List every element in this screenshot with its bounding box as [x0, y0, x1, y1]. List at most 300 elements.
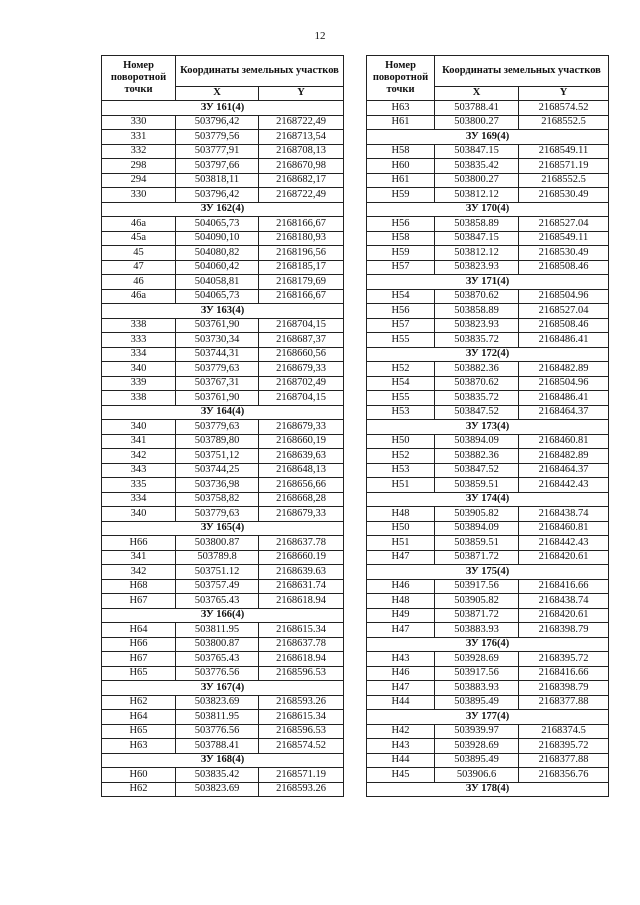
y-coordinate-cell: 2168574.52 — [519, 101, 609, 116]
table-row — [367, 652, 609, 667]
header-point-number: Номер поворотной точки — [367, 56, 435, 101]
y-coordinate-cell: 2168504.96 — [519, 289, 609, 304]
x-coordinate-cell: 503871.72 — [435, 608, 519, 623]
table-row — [367, 695, 609, 710]
y-coordinate-cell: 2168615.34 — [259, 710, 344, 725]
point-number-cell: Н43 — [367, 652, 435, 667]
point-number-cell: Н50 — [367, 434, 435, 449]
point-number-cell: Н46 — [367, 666, 435, 681]
section-title: ЗУ 171(4) — [367, 275, 609, 290]
x-coordinate-cell: 503835.42 — [176, 768, 259, 783]
x-coordinate-cell: 503757.49 — [176, 579, 259, 594]
section-title: ЗУ 166(4) — [102, 608, 344, 623]
y-coordinate-cell: 2168571.19 — [259, 768, 344, 783]
x-coordinate-cell: 503906.6 — [435, 768, 519, 783]
point-number-cell: 331 — [102, 130, 176, 145]
y-coordinate-cell: 2168398.79 — [519, 681, 609, 696]
point-number-cell: Н64 — [102, 710, 176, 725]
header-coordinates: Координаты земельных участков — [435, 56, 609, 87]
y-coordinate-cell: 2168660,19 — [259, 434, 344, 449]
x-coordinate-cell: 503744,31 — [176, 347, 259, 362]
y-coordinate-cell: 2168618.94 — [259, 594, 344, 609]
table-row — [102, 188, 344, 203]
header-point-number: Номер поворотной точки — [102, 56, 176, 101]
page-number: 12 — [314, 30, 326, 42]
point-number-cell: Н62 — [102, 695, 176, 710]
y-coordinate-cell: 2168549.11 — [519, 231, 609, 246]
table-row — [102, 289, 344, 304]
table-row — [367, 362, 609, 377]
point-number-cell: Н65 — [102, 666, 176, 681]
y-coordinate-cell: 2168687,37 — [259, 333, 344, 348]
y-coordinate-cell: 2168631.74 — [259, 579, 344, 594]
y-coordinate-cell: 2168398.79 — [519, 623, 609, 638]
table-row — [367, 144, 609, 159]
section-row — [367, 130, 609, 145]
x-coordinate-cell: 503905.82 — [435, 594, 519, 609]
x-coordinate-cell: 503765.43 — [176, 652, 259, 667]
table-row — [102, 782, 344, 797]
x-coordinate-cell: 503905.82 — [435, 507, 519, 522]
y-coordinate-cell: 2168574.52 — [259, 739, 344, 754]
table-row — [367, 623, 609, 638]
y-coordinate-cell: 2168637.78 — [259, 536, 344, 551]
table-row — [367, 608, 609, 623]
point-number-cell: 338 — [102, 391, 176, 406]
x-coordinate-cell: 503811.95 — [176, 623, 259, 638]
y-coordinate-cell: 2168713,54 — [259, 130, 344, 145]
x-coordinate-cell: 503894.09 — [435, 521, 519, 536]
table-row — [367, 536, 609, 551]
y-coordinate-cell: 2168679,33 — [259, 362, 344, 377]
table-row — [367, 681, 609, 696]
x-coordinate-cell: 503823.69 — [176, 782, 259, 797]
point-number-cell: 343 — [102, 463, 176, 478]
y-coordinate-cell: 2168460.81 — [519, 521, 609, 536]
point-number-cell: Н44 — [367, 753, 435, 768]
point-number-cell: 45 — [102, 246, 176, 261]
point-number-cell: 342 — [102, 449, 176, 464]
x-coordinate-cell: 503758,82 — [176, 492, 259, 507]
point-number-cell: Н61 — [367, 173, 435, 188]
point-number-cell: 333 — [102, 333, 176, 348]
section-title: ЗУ 161(4) — [102, 101, 344, 116]
x-coordinate-cell: 504065,73 — [176, 289, 259, 304]
x-coordinate-cell: 504060,42 — [176, 260, 259, 275]
x-coordinate-cell: 503751,12 — [176, 449, 259, 464]
y-coordinate-cell: 2168185,17 — [259, 260, 344, 275]
table-row — [102, 318, 344, 333]
table-row — [102, 217, 344, 232]
x-coordinate-cell: 503776.56 — [176, 666, 259, 681]
table-row — [102, 579, 344, 594]
y-coordinate-cell: 2168530.49 — [519, 188, 609, 203]
y-coordinate-cell: 2168166,67 — [259, 217, 344, 232]
table-row — [102, 130, 344, 145]
table-body-right — [367, 101, 609, 797]
x-coordinate-cell: 503779,63 — [176, 362, 259, 377]
table-row — [367, 115, 609, 130]
y-coordinate-cell: 2168356.76 — [519, 768, 609, 783]
point-number-cell: Н47 — [367, 681, 435, 696]
table-row — [367, 550, 609, 565]
x-coordinate-cell: 504080,82 — [176, 246, 259, 261]
x-coordinate-cell: 503800.27 — [435, 115, 519, 130]
table-row — [102, 565, 344, 580]
y-coordinate-cell: 2168722,49 — [259, 188, 344, 203]
table-row — [102, 739, 344, 754]
table-row — [102, 275, 344, 290]
y-coordinate-cell: 2168374.5 — [519, 724, 609, 739]
y-coordinate-cell: 2168679,33 — [259, 420, 344, 435]
table-row — [367, 289, 609, 304]
section-title: ЗУ 173(4) — [367, 420, 609, 435]
section-row — [102, 304, 344, 319]
x-coordinate-cell: 504090,10 — [176, 231, 259, 246]
y-coordinate-cell: 2168504.96 — [519, 376, 609, 391]
y-coordinate-cell: 2168702,49 — [259, 376, 344, 391]
y-coordinate-cell: 2168637.78 — [259, 637, 344, 652]
section-row — [102, 521, 344, 536]
point-number-cell: Н50 — [367, 521, 435, 536]
x-coordinate-cell: 503797,66 — [176, 159, 259, 174]
x-coordinate-cell: 503882.36 — [435, 449, 519, 464]
table-row — [367, 173, 609, 188]
point-number-cell: 340 — [102, 507, 176, 522]
point-number-cell: Н46 — [367, 579, 435, 594]
table-row — [102, 347, 344, 362]
table-row — [367, 449, 609, 464]
point-number-cell: Н59 — [367, 246, 435, 261]
point-number-cell: Н67 — [102, 652, 176, 667]
y-coordinate-cell: 2168596.53 — [259, 666, 344, 681]
y-coordinate-cell: 2168682,17 — [259, 173, 344, 188]
y-coordinate-cell: 2168416.66 — [519, 666, 609, 681]
point-number-cell: Н63 — [102, 739, 176, 754]
section-row — [367, 202, 609, 217]
table-row — [367, 405, 609, 420]
point-number-cell: 334 — [102, 492, 176, 507]
table-row — [102, 652, 344, 667]
x-coordinate-cell: 503928.69 — [435, 652, 519, 667]
x-coordinate-cell: 503835.72 — [435, 391, 519, 406]
point-number-cell: 342 — [102, 565, 176, 580]
table-row — [367, 333, 609, 348]
x-coordinate-cell: 503871.72 — [435, 550, 519, 565]
point-number-cell: Н55 — [367, 333, 435, 348]
point-number-cell: Н64 — [102, 623, 176, 638]
table-row — [367, 246, 609, 261]
x-coordinate-cell: 503883.93 — [435, 623, 519, 638]
table-row — [102, 420, 344, 435]
table-row — [102, 144, 344, 159]
x-coordinate-cell: 503847.52 — [435, 405, 519, 420]
x-coordinate-cell: 503736,98 — [176, 478, 259, 493]
table-row — [367, 304, 609, 319]
table-row — [367, 507, 609, 522]
point-number-cell: 46а — [102, 289, 176, 304]
x-coordinate-cell: 503895.49 — [435, 695, 519, 710]
y-coordinate-cell: 2168552.5 — [519, 115, 609, 130]
x-coordinate-cell: 503818,11 — [176, 173, 259, 188]
section-title: ЗУ 178(4) — [367, 782, 609, 797]
table-row — [102, 391, 344, 406]
table-row — [102, 550, 344, 565]
table-row — [102, 768, 344, 783]
x-coordinate-cell: 503812.12 — [435, 188, 519, 203]
table-row — [102, 260, 344, 275]
x-coordinate-cell: 503939.97 — [435, 724, 519, 739]
coordinates-table-left — [101, 55, 344, 797]
y-coordinate-cell: 2168416.66 — [519, 579, 609, 594]
table-row — [102, 434, 344, 449]
y-coordinate-cell: 2168527.04 — [519, 304, 609, 319]
point-number-cell: Н62 — [102, 782, 176, 797]
table-row — [367, 391, 609, 406]
x-coordinate-cell: 503789,80 — [176, 434, 259, 449]
section-row — [102, 753, 344, 768]
table-row — [367, 463, 609, 478]
y-coordinate-cell: 2168179,69 — [259, 275, 344, 290]
table-row — [367, 318, 609, 333]
table-row — [102, 492, 344, 507]
point-number-cell: 46 — [102, 275, 176, 290]
point-number-cell: Н61 — [367, 115, 435, 130]
section-title: ЗУ 170(4) — [367, 202, 609, 217]
point-number-cell: Н54 — [367, 376, 435, 391]
y-coordinate-cell: 2168549.11 — [519, 144, 609, 159]
x-coordinate-cell: 503761,90 — [176, 318, 259, 333]
table-row — [367, 217, 609, 232]
table-row — [102, 666, 344, 681]
x-coordinate-cell: 504058,81 — [176, 275, 259, 290]
point-number-cell: Н56 — [367, 304, 435, 319]
point-number-cell: 341 — [102, 550, 176, 565]
table-row — [102, 710, 344, 725]
point-number-cell: Н56 — [367, 217, 435, 232]
section-row — [102, 681, 344, 696]
section-title: ЗУ 163(4) — [102, 304, 344, 319]
y-coordinate-cell: 2168615.34 — [259, 623, 344, 638]
coordinates-table-right — [366, 55, 609, 797]
section-title: ЗУ 167(4) — [102, 681, 344, 696]
y-coordinate-cell: 2168438.74 — [519, 507, 609, 522]
section-title: ЗУ 176(4) — [367, 637, 609, 652]
x-coordinate-cell: 503765.43 — [176, 594, 259, 609]
table-row — [102, 246, 344, 261]
point-number-cell: 340 — [102, 362, 176, 377]
table-row — [367, 666, 609, 681]
y-coordinate-cell: 2168639.63 — [259, 565, 344, 580]
section-title: ЗУ 172(4) — [367, 347, 609, 362]
point-number-cell: 338 — [102, 318, 176, 333]
table-row — [102, 159, 344, 174]
point-number-cell: Н60 — [102, 768, 176, 783]
table-row — [102, 695, 344, 710]
point-number-cell: Н55 — [367, 391, 435, 406]
x-coordinate-cell: 503796,42 — [176, 188, 259, 203]
x-coordinate-cell: 503917.56 — [435, 579, 519, 594]
y-coordinate-cell: 2168508.46 — [519, 260, 609, 275]
table-row — [102, 536, 344, 551]
section-row — [367, 347, 609, 362]
point-number-cell: 332 — [102, 144, 176, 159]
x-coordinate-cell: 503917.56 — [435, 666, 519, 681]
point-number-cell: Н54 — [367, 289, 435, 304]
section-title: ЗУ 164(4) — [102, 405, 344, 420]
x-coordinate-cell: 503779,56 — [176, 130, 259, 145]
x-coordinate-cell: 503859.51 — [435, 478, 519, 493]
y-coordinate-cell: 2168670,98 — [259, 159, 344, 174]
table-row — [102, 231, 344, 246]
y-coordinate-cell: 2168593.26 — [259, 782, 344, 797]
point-number-cell: 339 — [102, 376, 176, 391]
point-number-cell: Н66 — [102, 637, 176, 652]
table-row — [367, 188, 609, 203]
point-number-cell: Н59 — [367, 188, 435, 203]
y-coordinate-cell: 2168660.19 — [259, 550, 344, 565]
y-coordinate-cell: 2168508.46 — [519, 318, 609, 333]
point-number-cell: Н51 — [367, 478, 435, 493]
y-coordinate-cell: 2168442.43 — [519, 478, 609, 493]
point-number-cell: Н57 — [367, 260, 435, 275]
y-coordinate-cell: 2168648,13 — [259, 463, 344, 478]
x-coordinate-cell: 503744,25 — [176, 463, 259, 478]
point-number-cell: Н57 — [367, 318, 435, 333]
point-number-cell: Н47 — [367, 550, 435, 565]
header-x: X — [176, 87, 259, 101]
x-coordinate-cell: 503800.27 — [435, 173, 519, 188]
point-number-cell: 294 — [102, 173, 176, 188]
section-row — [367, 275, 609, 290]
table-row — [102, 173, 344, 188]
x-coordinate-cell: 503870.62 — [435, 289, 519, 304]
point-number-cell: Н63 — [367, 101, 435, 116]
point-number-cell: Н68 — [102, 579, 176, 594]
y-coordinate-cell: 2168438.74 — [519, 594, 609, 609]
point-number-cell: 47 — [102, 260, 176, 275]
point-number-cell: Н49 — [367, 608, 435, 623]
point-number-cell: Н48 — [367, 594, 435, 609]
x-coordinate-cell: 503800.87 — [176, 637, 259, 652]
y-coordinate-cell: 2168530.49 — [519, 246, 609, 261]
section-row — [102, 101, 344, 116]
x-coordinate-cell: 503789.8 — [176, 550, 259, 565]
header-y: Y — [259, 87, 344, 101]
table-row — [102, 449, 344, 464]
x-coordinate-cell: 503788.41 — [176, 739, 259, 754]
x-coordinate-cell: 503761,90 — [176, 391, 259, 406]
table-row — [367, 521, 609, 536]
point-number-cell: Н65 — [102, 724, 176, 739]
x-coordinate-cell: 503823.93 — [435, 260, 519, 275]
table-row — [102, 376, 344, 391]
header-coordinates: Координаты земельных участков — [176, 56, 344, 87]
table-row — [102, 333, 344, 348]
y-coordinate-cell: 2168704,15 — [259, 318, 344, 333]
x-coordinate-cell: 503777,91 — [176, 144, 259, 159]
y-coordinate-cell: 2168482.89 — [519, 362, 609, 377]
y-coordinate-cell: 2168660,56 — [259, 347, 344, 362]
section-row — [367, 710, 609, 725]
y-coordinate-cell: 2168722,49 — [259, 115, 344, 130]
section-row — [367, 420, 609, 435]
x-coordinate-cell: 503870.62 — [435, 376, 519, 391]
point-number-cell: Н51 — [367, 536, 435, 551]
section-title: ЗУ 168(4) — [102, 753, 344, 768]
table-row — [367, 478, 609, 493]
point-number-cell: 334 — [102, 347, 176, 362]
point-number-cell: Н48 — [367, 507, 435, 522]
x-coordinate-cell: 503779,63 — [176, 507, 259, 522]
point-number-cell: 45а — [102, 231, 176, 246]
x-coordinate-cell: 503823.93 — [435, 318, 519, 333]
table-row — [367, 260, 609, 275]
y-coordinate-cell: 2168708,13 — [259, 144, 344, 159]
y-coordinate-cell: 2168464.37 — [519, 463, 609, 478]
section-row — [102, 202, 344, 217]
x-coordinate-cell: 503767,31 — [176, 376, 259, 391]
y-coordinate-cell: 2168180,93 — [259, 231, 344, 246]
y-coordinate-cell: 2168460.81 — [519, 434, 609, 449]
x-coordinate-cell: 503858.89 — [435, 217, 519, 232]
table-row — [102, 115, 344, 130]
section-row — [367, 782, 609, 797]
y-coordinate-cell: 2168593.26 — [259, 695, 344, 710]
section-title: ЗУ 175(4) — [367, 565, 609, 580]
x-coordinate-cell: 504065,73 — [176, 217, 259, 232]
table-row — [102, 724, 344, 739]
header-y: Y — [519, 87, 609, 101]
point-number-cell: Н44 — [367, 695, 435, 710]
point-number-cell: Н66 — [102, 536, 176, 551]
table-row — [367, 101, 609, 116]
table-row — [367, 434, 609, 449]
y-coordinate-cell: 2168377.88 — [519, 753, 609, 768]
table-row — [367, 739, 609, 754]
y-coordinate-cell: 2168656,66 — [259, 478, 344, 493]
point-number-cell: Н47 — [367, 623, 435, 638]
point-number-cell: Н60 — [367, 159, 435, 174]
x-coordinate-cell: 503847.52 — [435, 463, 519, 478]
y-coordinate-cell: 2168482.89 — [519, 449, 609, 464]
y-coordinate-cell: 2168377.88 — [519, 695, 609, 710]
table-row — [367, 376, 609, 391]
section-row — [367, 492, 609, 507]
table-row — [367, 594, 609, 609]
y-coordinate-cell: 2168196,56 — [259, 246, 344, 261]
y-coordinate-cell: 2168639,63 — [259, 449, 344, 464]
x-coordinate-cell: 503811.95 — [176, 710, 259, 725]
section-title: ЗУ 174(4) — [367, 492, 609, 507]
point-number-cell: Н42 — [367, 724, 435, 739]
x-coordinate-cell: 503847.15 — [435, 144, 519, 159]
point-number-cell: 330 — [102, 115, 176, 130]
section-title: ЗУ 169(4) — [367, 130, 609, 145]
point-number-cell: Н43 — [367, 739, 435, 754]
table-row — [102, 594, 344, 609]
y-coordinate-cell: 2168486.41 — [519, 333, 609, 348]
x-coordinate-cell: 503835.42 — [435, 159, 519, 174]
section-title: ЗУ 162(4) — [102, 202, 344, 217]
table-row — [367, 768, 609, 783]
x-coordinate-cell: 503730,34 — [176, 333, 259, 348]
y-coordinate-cell: 2168571.19 — [519, 159, 609, 174]
table-row — [367, 159, 609, 174]
x-coordinate-cell: 503779,63 — [176, 420, 259, 435]
table-body-left — [102, 101, 344, 797]
point-number-cell: Н53 — [367, 463, 435, 478]
